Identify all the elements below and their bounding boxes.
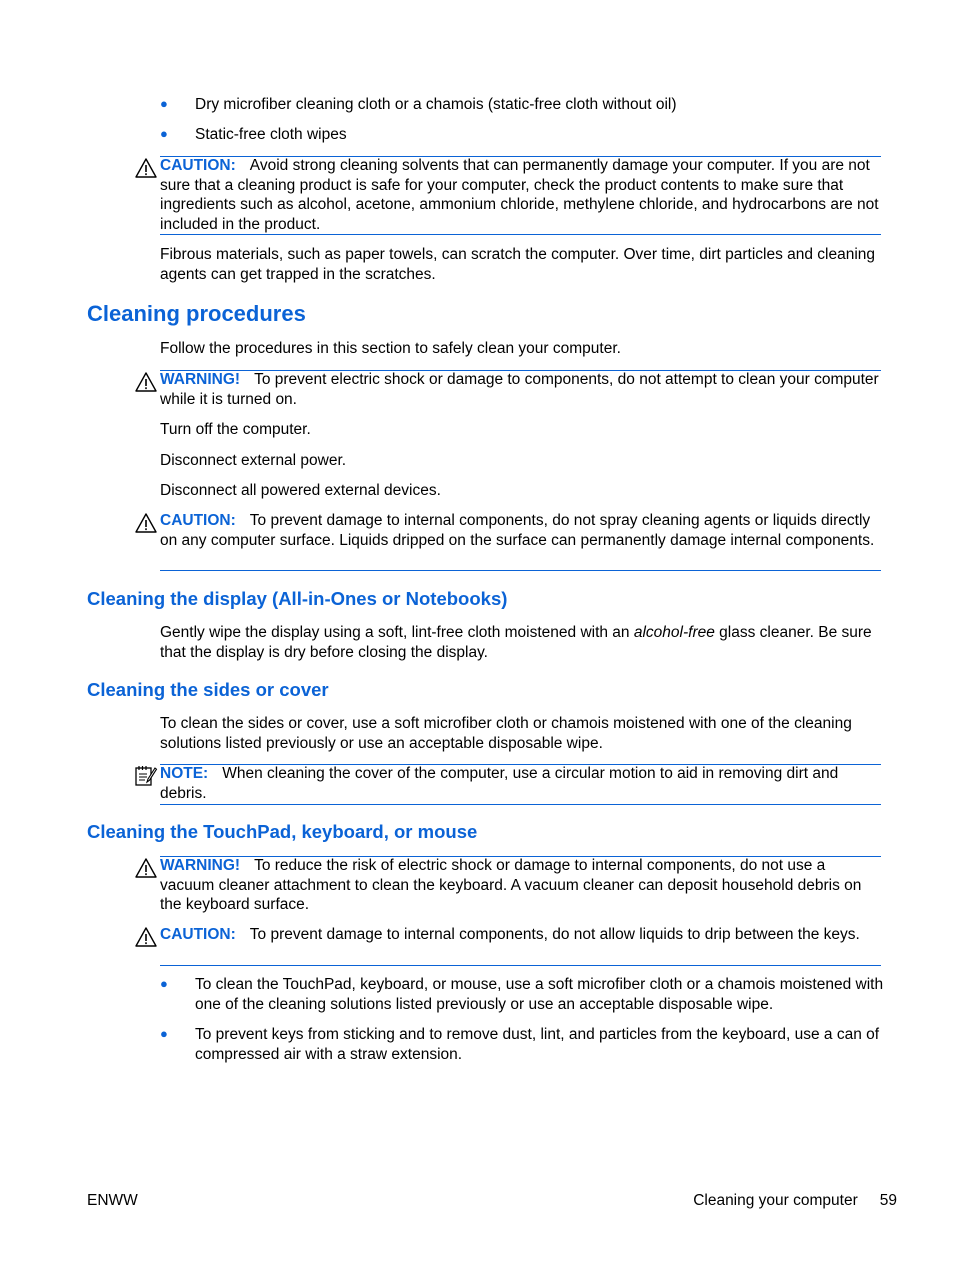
notice-text: To prevent electric shock or damage to components, do not attempt to clean your computer while it is turned on. bbox=[160, 371, 879, 408]
subsection-title: Cleaning the sides or cover bbox=[87, 679, 329, 700]
bullet-marker: ● bbox=[160, 1026, 168, 1041]
notice-title: CAUTION: bbox=[160, 157, 236, 174]
notice-rule-bottom bbox=[160, 570, 881, 571]
subsection-title: Cleaning the TouchPad, keyboard, or mouse bbox=[87, 821, 478, 842]
warning-triangle-icon bbox=[135, 158, 157, 178]
bullet-marker: ● bbox=[160, 976, 168, 991]
list-item: Static-free cloth wipes bbox=[195, 126, 347, 143]
paragraph: To clean the sides or cover, use a soft microfiber cloth or chamois moistened with one of the cleaning solutions listed previously or use an acceptable disposable wipe. bbox=[160, 715, 852, 752]
notice-title: WARNING! bbox=[160, 371, 241, 388]
step-text: Disconnect external power. bbox=[160, 452, 347, 469]
note-pad-icon bbox=[134, 765, 158, 787]
warning-triangle-icon bbox=[135, 513, 157, 533]
emphasis-text: alcohol-free bbox=[633, 624, 715, 641]
notice-title: WARNING! bbox=[160, 857, 241, 874]
caution-notice bbox=[160, 156, 881, 234]
caution-notice bbox=[160, 511, 881, 550]
notice-text: Avoid strong cleaning solvents that can permanently damage your computer. If you are not sure that a cleaning product is safe for your computer, check the product contents to make sure that ingredients such as alcohol, acetone, ammonium chloride, methylene chloride, and hydrocarbons are not included in the product. bbox=[160, 157, 879, 233]
paragraph bbox=[160, 623, 885, 662]
text-run: glass cleaner. Be sure that the display is dry before closing the display. bbox=[160, 624, 872, 661]
notice-text: To prevent damage to internal components, do not spray cleaning agents or liquids directly on any computer surface. Liquids dripped on the surface can permanently damage internal components. bbox=[160, 512, 875, 549]
section-title: Cleaning procedures bbox=[87, 301, 306, 326]
warning-triangle-icon bbox=[135, 372, 157, 392]
text-run: Gently wipe the display using a soft, lint-free cloth moistened with an bbox=[160, 624, 634, 641]
warning-notice bbox=[160, 370, 881, 409]
caution-notice bbox=[160, 925, 881, 945]
bullet-marker: ● bbox=[160, 96, 168, 111]
warning-notice bbox=[160, 856, 881, 915]
footer-right bbox=[693, 1192, 897, 1210]
note-notice bbox=[160, 764, 881, 803]
notice-rule-bottom bbox=[160, 965, 881, 966]
warning-triangle-icon bbox=[135, 927, 157, 947]
notice-rule-bottom bbox=[160, 804, 881, 805]
notice-text: To prevent damage to internal components, do not allow liquids to drip between the keys. bbox=[249, 926, 860, 943]
notice-text: To reduce the risk of electric shock or damage to internal components, do not use a vacuum cleaner attachment to clean the keyboard. A vacuum cleaner can deposit household debris on the keyboard surface. bbox=[160, 857, 862, 913]
list-item: To prevent keys from sticking and to remove dust, lint, and particles from the keyboard, use a can of compressed air with a straw extension. bbox=[195, 1026, 880, 1063]
list-item: To clean the TouchPad, keyboard, or mouse, use a soft microfiber cloth or a chamois moistened with one of the cleaning solutions listed previously or use an acceptable disposable wipe. bbox=[195, 976, 884, 1013]
footer-chapter: Cleaning your computer bbox=[693, 1192, 858, 1209]
notice-title: NOTE: bbox=[160, 765, 209, 782]
page-number: 59 bbox=[879, 1192, 897, 1209]
footer-left: ENWW bbox=[87, 1192, 138, 1209]
step-text: Turn off the computer. bbox=[160, 421, 311, 438]
subsection-title: Cleaning the display (All-in-Ones or Notebooks) bbox=[87, 588, 508, 609]
notice-rule-bottom bbox=[160, 234, 881, 235]
list-item: Dry microfiber cleaning cloth or a chamois (static-free cloth without oil) bbox=[195, 96, 677, 113]
bullet-marker: ● bbox=[160, 126, 168, 141]
paragraph: Follow the procedures in this section to safely clean your computer. bbox=[160, 340, 621, 357]
step-text: Disconnect all powered external devices. bbox=[160, 482, 441, 499]
warning-triangle-icon bbox=[135, 858, 157, 878]
notice-title: CAUTION: bbox=[160, 926, 236, 943]
notice-title: CAUTION: bbox=[160, 512, 236, 529]
notice-text: When cleaning the cover of the computer, use a circular motion to aid in removing dirt and debris. bbox=[160, 765, 839, 802]
paragraph: Fibrous materials, such as paper towels, can scratch the computer. Over time, dirt particles and cleaning agents can get trapped in the scratches. bbox=[160, 246, 876, 283]
